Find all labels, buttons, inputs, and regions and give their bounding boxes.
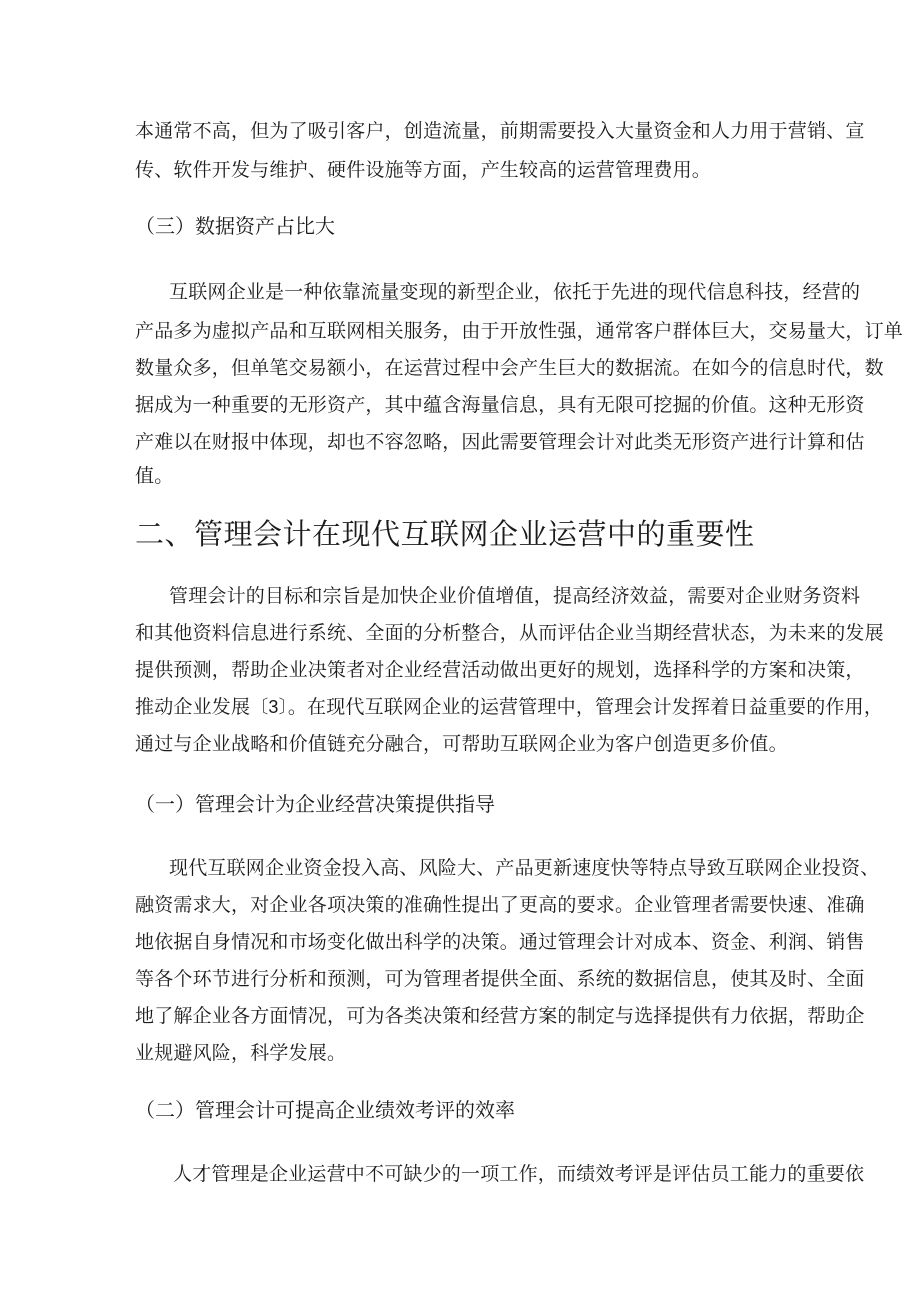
- paragraph-line: 地依据自身情况和市场变化做出科学的决策。通过管理会计对成本、资金、利润、销售: [135, 931, 865, 953]
- citation-marker: 〔3〕: [250, 697, 288, 717]
- paragraph-line: 数量众多，但单笔交易额小，在运营过程中会产生巨大的数据流。在如今的信息时代，数: [135, 357, 884, 379]
- paragraph-line: 业规避风险，科学发展。: [135, 1042, 347, 1064]
- paragraph-line: 产品多为虚拟产品和互联网相关服务，由于开放性强，通常客户群体巨大，交易量大，订单: [135, 320, 904, 342]
- paragraph-line: 提供预测，帮助企业决策者对企业经营活动做出更好的规划，选择科学的方案和决策，: [135, 659, 865, 681]
- paragraph-line: 据成为一种重要的无形资产，其中蕴含海量信息，具有无限可挖掘的价值。这种无形资: [135, 394, 865, 416]
- paragraph-line: 值。: [135, 465, 174, 487]
- subsection-title: （三）数据资产占比大: [135, 214, 335, 238]
- paragraph-line: 产难以在财报中体现，却也不容忽略，因此需要管理会计对此类无形资产进行计算和估: [135, 431, 865, 453]
- paragraph-line-with-citation: [135, 694, 884, 720]
- subsection-title: （二）管理会计可提高企业绩效考评的效率: [135, 1098, 515, 1122]
- paragraph-line: 等各个环节进行分析和预测，可为管理者提供全面、系统的数据信息，使其及时、全面: [135, 968, 865, 990]
- paragraph-line: 和其他资料信息进行系统、全面的分析整合，从而评估企业当期经营状态，为未来的发展: [135, 622, 884, 644]
- text-segment: 推动企业发展: [135, 696, 251, 718]
- paragraph-line: 本通常不高，但为了吸引客户，创造流量，前期需要投入大量资金和人力用于营销、宣: [135, 120, 865, 142]
- paragraph-line: 现代互联网企业资金投入高、风险大、产品更新速度快等特点导致互联网企业投资、: [169, 857, 880, 879]
- paragraph-line: 传、软件开发与维护、硬件设施等方面，产生较高的运营管理费用。: [135, 159, 712, 181]
- paragraph-line: 互联网企业是一种依靠流量变现的新型企业，依托于先进的现代信息科技，经营的: [169, 281, 861, 303]
- paragraph-line: 管理会计的目标和宗旨是加快企业价值增值，提高经济效益，需要对企业财务资料: [169, 585, 861, 607]
- section-heading: 二、管理会计在现代互联网企业运营中的重要性: [135, 517, 755, 551]
- paragraph-line: 地了解企业各方面情况，可为各类决策和经营方案的制定与选择提供有力依据，帮助企: [135, 1005, 865, 1027]
- paragraph-line: 人才管理是企业运营中不可缺少的一项工作，而绩效考评是评估员工能力的重要依: [173, 1163, 865, 1185]
- text-segment: 。在现代互联网企业的运营管理中，管理会计发挥着日益重要的作用，: [287, 696, 884, 718]
- paragraph-line: 融资需求大，对企业各项决策的准确性提出了更高的要求。企业管理者需要快速、准确: [135, 894, 865, 916]
- subsection-title: （一）管理会计为企业经营决策提供指导: [135, 792, 495, 816]
- paragraph-line: 通过与企业战略和价值链充分融合，可帮助互联网企业为客户创造更多价值。: [135, 733, 788, 755]
